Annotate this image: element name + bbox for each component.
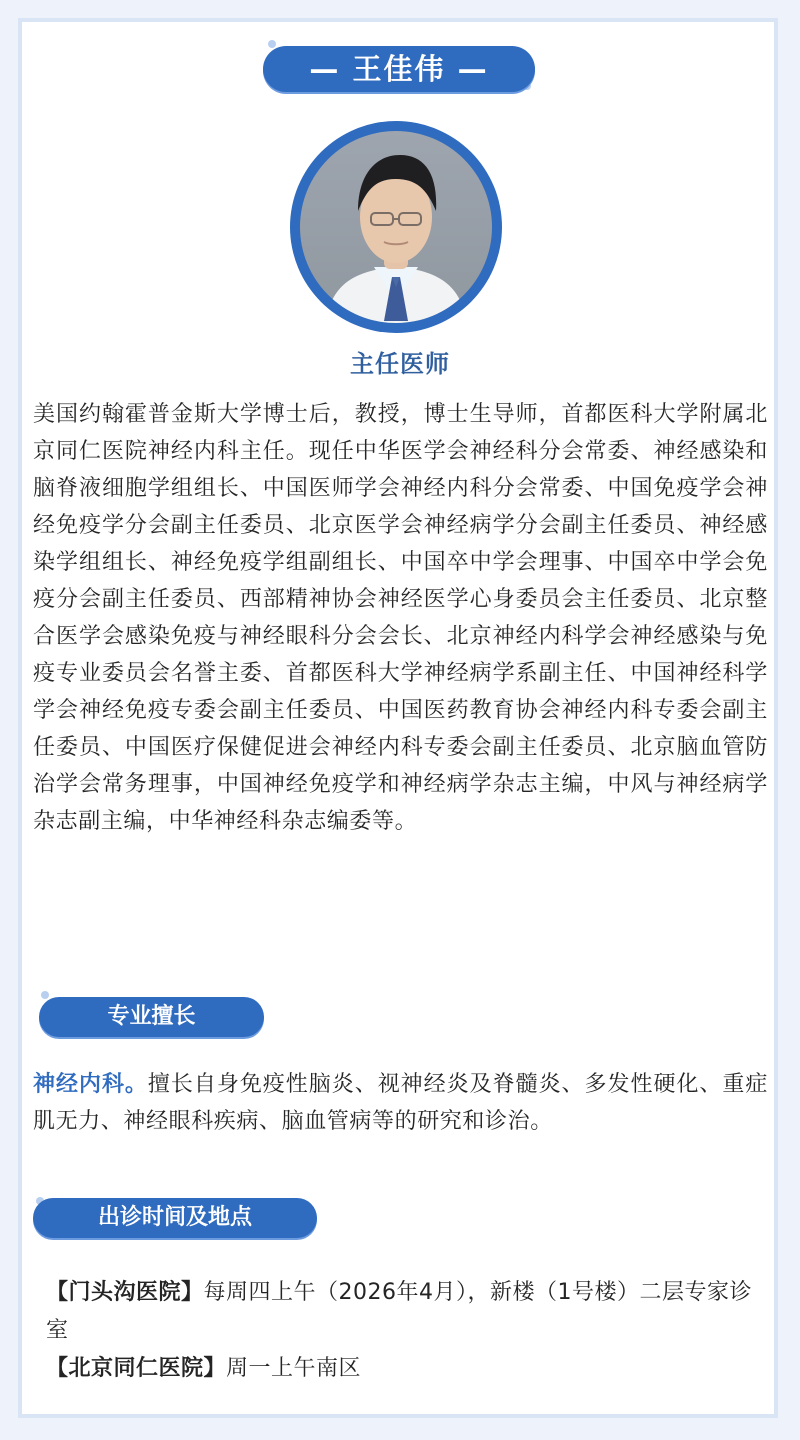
specialty-department: 神经内科。 (33, 1072, 148, 1097)
schedule-entry (46, 1274, 766, 1350)
schedule-detail: 周一上午南区 (226, 1356, 362, 1381)
schedule-hospital: 【北京同仁医院】 (46, 1356, 227, 1381)
doctor-biography: 美国约翰霍普金斯大学博士后，教授，博士生导师，首都医科大学附属北京同仁医院神经内科主任。现任中华医学会神经科分会常委、神经感染和脑脊液细胞学组组长、中国医师学会神经内科分会常委、中国免疫学会神经免疫学分会副主任委员、北京医学会神经病学分会副主任委员、神经感染学组组长、神经免疫学组副组长、中国卒中学会理事、中国卒中学会免疫分会副主任委员、西部精神协会神经医学心身委员会主任委员、北京整合医学会感染免疫与神经眼科分会会长、北京神经内科学会神经感染与免疫专业委员会名誉主委、首都医科大学神经病学系副主任、中国神经科学学会神经免疫专委会副主任委员、中国医药教育协会神经内科专委会副主任委员、中国医疗保健促进会神经内科专委会副主任委员、北京脑血管防治学会常务理事，中国神经免疫学和神经病学杂志主编，中风与神经病学杂志副主编，中华神经科杂志编委等。 (33, 402, 768, 834)
schedule-list (46, 1274, 766, 1388)
doctor-title: 主任医师 (350, 350, 450, 378)
doctor-photo (300, 131, 492, 323)
specialty-heading: 专业擅长 (39, 997, 264, 1037)
specialty-description (33, 1066, 768, 1140)
decor-dot (268, 40, 276, 48)
schedule-hospital: 【门头沟医院】 (46, 1280, 204, 1305)
schedule-entry (46, 1350, 766, 1388)
doctor-name-badge: — 王佳伟 — (263, 46, 535, 92)
specialty-text: 擅长自身免疫性脑炎、视神经炎及脊髓炎、多发性硬化、重症肌无力、神经眼科疾病、脑血管病等的研究和诊治。 (33, 1072, 768, 1134)
decor-dot (41, 991, 49, 999)
schedule-heading: 出诊时间及地点 (33, 1198, 317, 1238)
doctor-photo-frame (290, 121, 502, 333)
schedule-detail: 每周四上午（2026年4月），新楼（1号楼）二层专家诊室 (46, 1280, 752, 1343)
